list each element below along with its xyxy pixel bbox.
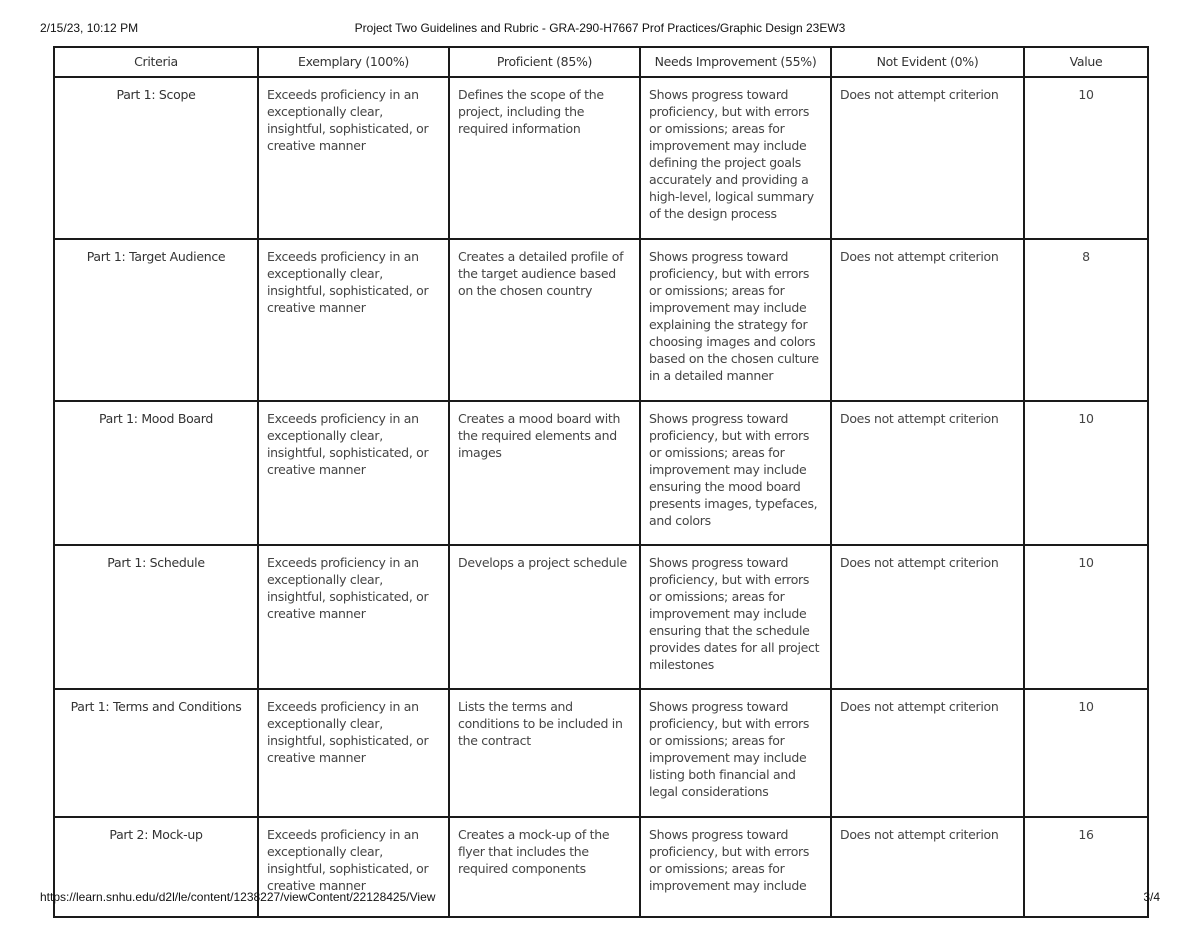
header-needs-improvement: Needs Improvement (55%) (640, 47, 831, 77)
needs-improvement-cell: Shows progress toward proficiency, but with errors or omissions; areas for improvement may include ensuring the mood board presents images, typefaces, and colors (640, 401, 831, 545)
table-row (54, 77, 1148, 239)
print-url: https://learn.snhu.edu/d2l/le/content/1238227/viewContent/22128425/View (40, 890, 436, 904)
exemplary-cell: Exceeds proficiency in an exceptionally clear, insightful, sophisticated, or creative manner (258, 817, 449, 917)
rubric-table (53, 46, 1149, 918)
value-cell: 16 (1024, 817, 1148, 917)
print-page-title: Project Two Guidelines and Rubric - GRA-290-H7667 Prof Practices/Graphic Design 23EW3 (354, 21, 846, 35)
table-row (54, 239, 1148, 401)
print-footer (40, 890, 1160, 906)
proficient-cell: Lists the terms and conditions to be included in the contract (449, 689, 640, 817)
criteria-cell: Part 1: Scope (54, 77, 258, 239)
not-evident-cell: Does not attempt criterion (831, 545, 1024, 689)
proficient-cell: Develops a project schedule (449, 545, 640, 689)
table-row (54, 689, 1148, 817)
not-evident-cell: Does not attempt criterion (831, 77, 1024, 239)
needs-improvement-cell: Shows progress toward proficiency, but with errors or omissions; areas for improvement may include ensuring that the schedule provides dates for all project milestones (640, 545, 831, 689)
table-row (54, 545, 1148, 689)
proficient-cell: Creates a mock-up of the flyer that includes the required components (449, 817, 640, 917)
print-header (40, 21, 1160, 37)
needs-improvement-cell: Shows progress toward proficiency, but with errors or omissions; areas for improvement may include listing both financial and legal considerations (640, 689, 831, 817)
header-value: Value (1024, 47, 1148, 77)
not-evident-cell: Does not attempt criterion (831, 817, 1024, 917)
needs-improvement-cell: Shows progress toward proficiency, but with errors or omissions; areas for improvement may include defining the project goals accurately and providing a high-level, logical summary of the design process (640, 77, 831, 239)
criteria-cell: Part 1: Target Audience (54, 239, 258, 401)
not-evident-cell: Does not attempt criterion (831, 401, 1024, 545)
table-row (54, 401, 1148, 545)
proficient-cell: Creates a mood board with the required elements and images (449, 401, 640, 545)
value-cell: 8 (1024, 239, 1148, 401)
criteria-cell: Part 1: Mood Board (54, 401, 258, 545)
exemplary-cell: Exceeds proficiency in an exceptionally clear, insightful, sophisticated, or creative manner (258, 239, 449, 401)
exemplary-cell: Exceeds proficiency in an exceptionally clear, insightful, sophisticated, or creative manner (258, 401, 449, 545)
print-page-number: 3/4 (1143, 890, 1160, 904)
proficient-cell: Creates a detailed profile of the target audience based on the chosen country (449, 239, 640, 401)
needs-improvement-cell: Shows progress toward proficiency, but with errors or omissions; areas for improvement may include (640, 817, 831, 917)
needs-improvement-cell: Shows progress toward proficiency, but with errors or omissions; areas for improvement may include explaining the strategy for choosing images and colors based on the chosen culture in a detailed manner (640, 239, 831, 401)
exemplary-cell: Exceeds proficiency in an exceptionally clear, insightful, sophisticated, or creative manner (258, 689, 449, 817)
value-cell: 10 (1024, 401, 1148, 545)
not-evident-cell: Does not attempt criterion (831, 689, 1024, 817)
value-cell: 10 (1024, 689, 1148, 817)
value-cell: 10 (1024, 545, 1148, 689)
value-cell: 10 (1024, 77, 1148, 239)
header-exemplary: Exemplary (100%) (258, 47, 449, 77)
rubric-table-container (53, 46, 1149, 893)
print-datetime: 2/15/23, 10:12 PM (40, 21, 139, 35)
header-criteria: Criteria (54, 47, 258, 77)
header-not-evident: Not Evident (0%) (831, 47, 1024, 77)
table-header-row (54, 47, 1148, 77)
not-evident-cell: Does not attempt criterion (831, 239, 1024, 401)
exemplary-cell: Exceeds proficiency in an exceptionally clear, insightful, sophisticated, or creative manner (258, 77, 449, 239)
proficient-cell: Defines the scope of the project, including the required information (449, 77, 640, 239)
exemplary-cell: Exceeds proficiency in an exceptionally clear, insightful, sophisticated, or creative manner (258, 545, 449, 689)
criteria-cell: Part 2: Mock-up (54, 817, 258, 917)
criteria-cell: Part 1: Terms and Conditions (54, 689, 258, 817)
header-proficient: Proficient (85%) (449, 47, 640, 77)
criteria-cell: Part 1: Schedule (54, 545, 258, 689)
